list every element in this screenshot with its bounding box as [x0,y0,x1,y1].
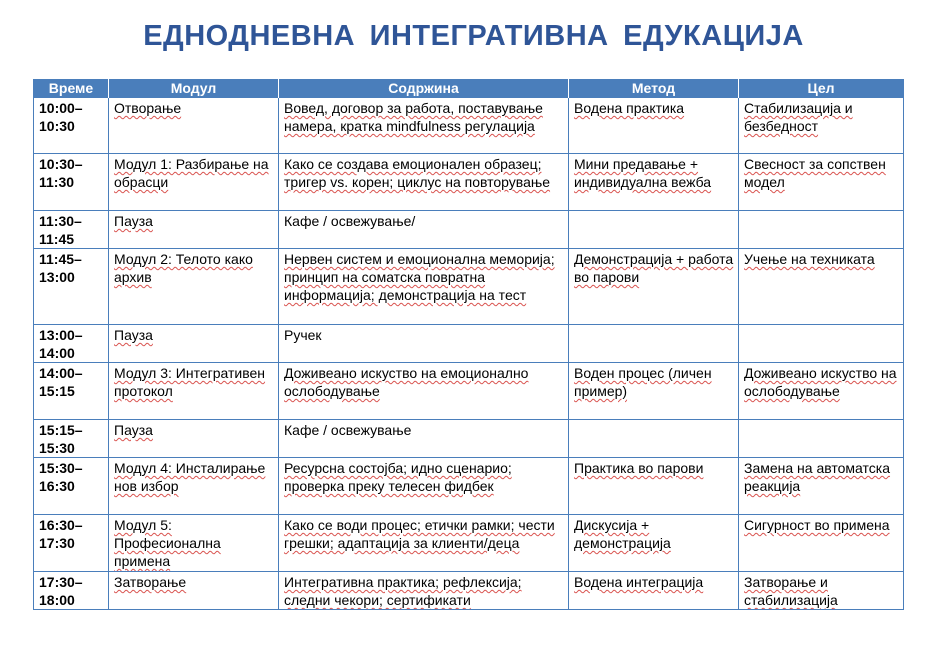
cell-content: Ручек [279,325,569,363]
cell-method: Воден процес (личен пример) [569,363,739,420]
cell-module: Модул 2: Телото како архив [109,249,279,325]
cell-module: Модул 3: Интегративен протокол [109,363,279,420]
cell-goal [739,420,904,458]
cell-method: Демонстрација + работа во парови [569,249,739,325]
cell-goal: Стабилизација и безбедност [739,98,904,154]
table-row [34,363,904,420]
cell-goal: Сигурност во примена [739,515,904,572]
cell-module: Пауза [109,211,279,249]
cell-module: Модул 4: Инсталирање нов избор [109,458,279,515]
cell-content: Нервен систем и емоционална меморија; принцип на соматска повратна информација; демонстрација на тест [279,249,569,325]
cell-goal: Доживеано искуство на ослободување [739,363,904,420]
cell-goal: Свесност за сопствен модел [739,154,904,211]
table-row [34,98,904,154]
cell-module: Пауза [109,420,279,458]
cell-goal: Затворање и стабилизација [739,572,904,610]
table-row [34,420,904,458]
cell-time: 15:15– 15:30 [34,420,109,458]
table-row [34,515,904,572]
cell-content: Како се создава емоционален образец; тригер vs. корен; циклус на повторување [279,154,569,211]
table-row [34,154,904,211]
table-header-row [34,79,904,98]
cell-time: 16:30– 17:30 [34,515,109,572]
header-content: Содржина [279,79,569,98]
header-time: Време [34,79,109,98]
cell-module: Пауза [109,325,279,363]
cell-time: 15:30– 16:30 [34,458,109,515]
cell-module: Отворање [109,98,279,154]
header-module: Модул [109,79,279,98]
cell-module: Модул 1: Разбирање на обрасци [109,154,279,211]
table-row [34,572,904,610]
cell-goal [739,211,904,249]
cell-method [569,420,739,458]
cell-method: Мини предавање + индивидуална вежба [569,154,739,211]
cell-module: Модул 5: Професионална примена [109,515,279,572]
cell-method: Водена интеграција [569,572,739,610]
cell-content: Како се води процес; етички рамки; чести грешки; адаптација за клиенти/деца [279,515,569,572]
cell-time: 10:30– 11:30 [34,154,109,211]
table-row [34,325,904,363]
cell-goal: Замена на автоматска реакција [739,458,904,515]
cell-content: Кафе / освежување [279,420,569,458]
cell-time: 14:00– 15:15 [34,363,109,420]
table-row [34,211,904,249]
cell-goal: Учење на техниката [739,249,904,325]
cell-goal [739,325,904,363]
cell-module: Затворање [109,572,279,610]
header-method: Метод [569,79,739,98]
header-goal: Цел [739,79,904,98]
cell-time: 13:00– 14:00 [34,325,109,363]
cell-time: 11:45– 13:00 [34,249,109,325]
cell-time: 10:00– 10:30 [34,98,109,154]
cell-content: Кафе / освежување/ [279,211,569,249]
schedule-table [33,79,904,610]
cell-method: Дискусија + демонстрација [569,515,739,572]
page-title: ЕДНОДНЕВНА ИНТЕГРАТИВНА ЕДУКАЦИЈА [143,20,804,52]
table-row [34,458,904,515]
table-row [34,249,904,325]
cell-method [569,211,739,249]
cell-time: 11:30– 11:45 [34,211,109,249]
cell-content: Ресурсна состојба; идно сценарио; проверка преку телесен фидбек [279,458,569,515]
cell-time: 17:30– 18:00 [34,572,109,610]
cell-method: Практика во парови [569,458,739,515]
cell-content: Вовед, договор за работа, поставување намера, кратка mindfulness регулација [279,98,569,154]
cell-method: Водена практика [569,98,739,154]
cell-content: Интегративна практика; рефлексија; следни чекори; сертификати [279,572,569,610]
cell-method [569,325,739,363]
cell-content: Доживеано искуство на емоционално ослободување [279,363,569,420]
